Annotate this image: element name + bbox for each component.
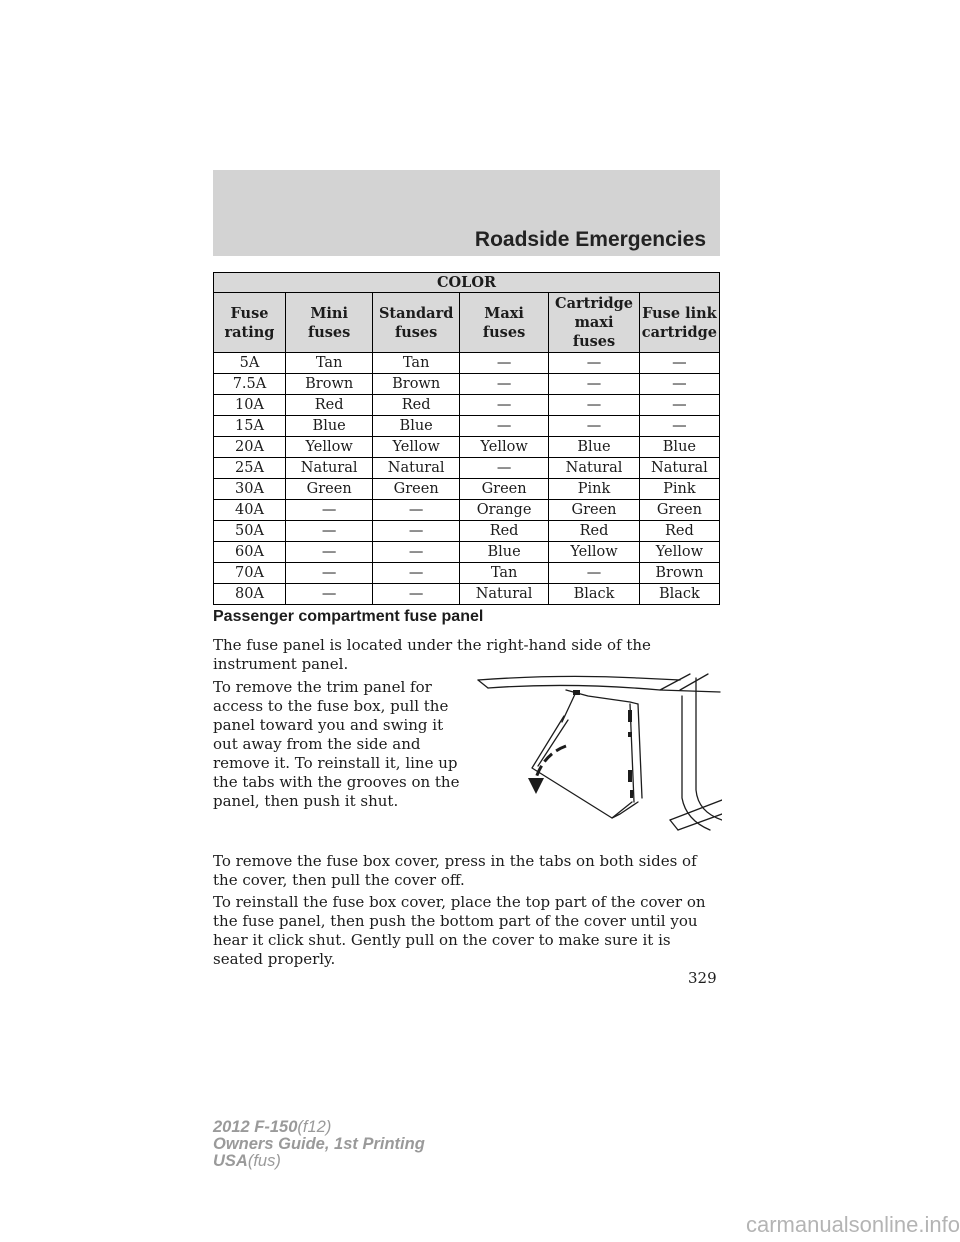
table-row <box>214 542 720 563</box>
table-super-header: COLOR <box>214 273 720 293</box>
table-row <box>214 479 720 500</box>
table-cell: Red <box>459 521 548 542</box>
fuse-color-table <box>213 272 720 605</box>
table-cell: — <box>639 395 719 416</box>
table-header-row <box>214 293 720 353</box>
table-cell: — <box>639 353 719 374</box>
table-cell: Black <box>549 584 640 605</box>
table-cell: Natural <box>373 458 460 479</box>
table-cell: 40A <box>214 500 286 521</box>
table-row <box>214 458 720 479</box>
table-row <box>214 416 720 437</box>
section-title: Roadside Emergencies <box>474 228 706 251</box>
table-cell: Black <box>639 584 719 605</box>
fuse-panel-removal-illustration <box>470 670 722 838</box>
table-cell: 10A <box>214 395 286 416</box>
table-cell: — <box>285 563 372 584</box>
table-cell: — <box>285 521 372 542</box>
table-cell: Yellow <box>459 437 548 458</box>
table-cell: Pink <box>549 479 640 500</box>
table-cell: Tan <box>285 353 372 374</box>
paragraph: The fuse panel is located under the right-hand side of the instrument panel. <box>213 636 651 673</box>
table-cell: — <box>459 353 548 374</box>
table-cell: — <box>459 374 548 395</box>
table-cell: 5A <box>214 353 286 374</box>
table-cell: — <box>373 584 460 605</box>
table-row <box>214 374 720 395</box>
column-header: Mini fuses <box>285 293 372 353</box>
table-row <box>214 521 720 542</box>
page-number: 329 <box>688 969 717 987</box>
table-cell: Natural <box>285 458 372 479</box>
footer-edition: Owners Guide, 1st Printing <box>213 1135 425 1153</box>
table-cell: Green <box>549 500 640 521</box>
column-header: Cartridge maxi fuses <box>549 293 640 353</box>
table-cell: — <box>549 353 640 374</box>
table-cell: — <box>373 563 460 584</box>
table-cell: — <box>285 584 372 605</box>
table-cell: — <box>373 500 460 521</box>
table-cell: 25A <box>214 458 286 479</box>
table-cell: — <box>285 500 372 521</box>
table-cell: Natural <box>459 584 548 605</box>
table-cell: Red <box>285 395 372 416</box>
table-cell: — <box>549 416 640 437</box>
section-heading: Passenger compartment fuse panel <box>213 608 484 625</box>
table-cell: Yellow <box>549 542 640 563</box>
table-cell: — <box>459 395 548 416</box>
table-cell: 80A <box>214 584 286 605</box>
table-cell: Blue <box>459 542 548 563</box>
table-row <box>214 395 720 416</box>
table-cell: — <box>459 416 548 437</box>
table-cell: Green <box>373 479 460 500</box>
table-cell: Tan <box>373 353 460 374</box>
table-cell: Blue <box>285 416 372 437</box>
column-header: Standard fuses <box>373 293 460 353</box>
column-header: Maxi fuses <box>459 293 548 353</box>
paragraph: To reinstall the fuse box cover, place the top part of the cover on the fuse panel, then push the bottom part of the cover until you hear it click shut. Gently pull on the cover to make sure it is seated properly. <box>213 893 706 968</box>
table-cell: — <box>459 458 548 479</box>
table-cell: 30A <box>214 479 286 500</box>
table-cell: Yellow <box>639 542 719 563</box>
table-cell: 60A <box>214 542 286 563</box>
table-cell: 7.5A <box>214 374 286 395</box>
table-cell: 70A <box>214 563 286 584</box>
table-cell: Blue <box>639 437 719 458</box>
table-cell: Pink <box>639 479 719 500</box>
table-cell: Brown <box>639 563 719 584</box>
table-row <box>214 437 720 458</box>
footer-model: 2012 F-150 <box>213 1118 298 1136</box>
table-cell: — <box>639 374 719 395</box>
paragraph: To remove the trim panel for access to the fuse box, pull the panel toward you and swing it out away from the side and remove it. To reinstall it, line up the tabs with the grooves on the panel, then push it shut. <box>213 678 460 810</box>
table-cell: Red <box>373 395 460 416</box>
paragraph: To remove the fuse box cover, press in the tabs on both sides of the cover, then pull the cover off. <box>213 852 697 889</box>
watermark-logo: carmanualsonline.info <box>745 1212 960 1237</box>
footer-market-code: (fus) <box>247 1152 281 1170</box>
table-row <box>214 353 720 374</box>
column-header: Fuse link cartridge <box>639 293 719 353</box>
table-row <box>214 584 720 605</box>
table-row <box>214 500 720 521</box>
table-cell: Yellow <box>373 437 460 458</box>
table-cell: Brown <box>285 374 372 395</box>
table-cell: Natural <box>549 458 640 479</box>
table-cell: 20A <box>214 437 286 458</box>
table-cell: 15A <box>214 416 286 437</box>
table-cell: — <box>285 542 372 563</box>
table-cell: Tan <box>459 563 548 584</box>
table-cell: 50A <box>214 521 286 542</box>
table-cell: Natural <box>639 458 719 479</box>
footer-market: USA <box>213 1152 248 1170</box>
table-cell: Brown <box>373 374 460 395</box>
table-cell: Blue <box>549 437 640 458</box>
table-body <box>214 353 720 605</box>
table-cell: Blue <box>373 416 460 437</box>
table-cell: — <box>639 416 719 437</box>
arrow-icon <box>528 778 544 794</box>
table-cell: Green <box>459 479 548 500</box>
column-header: Fuse rating <box>214 293 286 353</box>
section-header-band <box>213 170 720 256</box>
table-cell: Yellow <box>285 437 372 458</box>
table-cell: — <box>549 395 640 416</box>
table-cell: Red <box>639 521 719 542</box>
table-row <box>214 563 720 584</box>
table-cell: Red <box>549 521 640 542</box>
table-cell: Green <box>639 500 719 521</box>
table-cell: — <box>549 563 640 584</box>
table-cell: Orange <box>459 500 548 521</box>
table-cell: Green <box>285 479 372 500</box>
footer-model-code: (f12) <box>297 1118 332 1136</box>
document-footer <box>213 1119 425 1170</box>
table-cell: — <box>549 374 640 395</box>
table-cell: — <box>373 521 460 542</box>
table-cell: — <box>373 542 460 563</box>
